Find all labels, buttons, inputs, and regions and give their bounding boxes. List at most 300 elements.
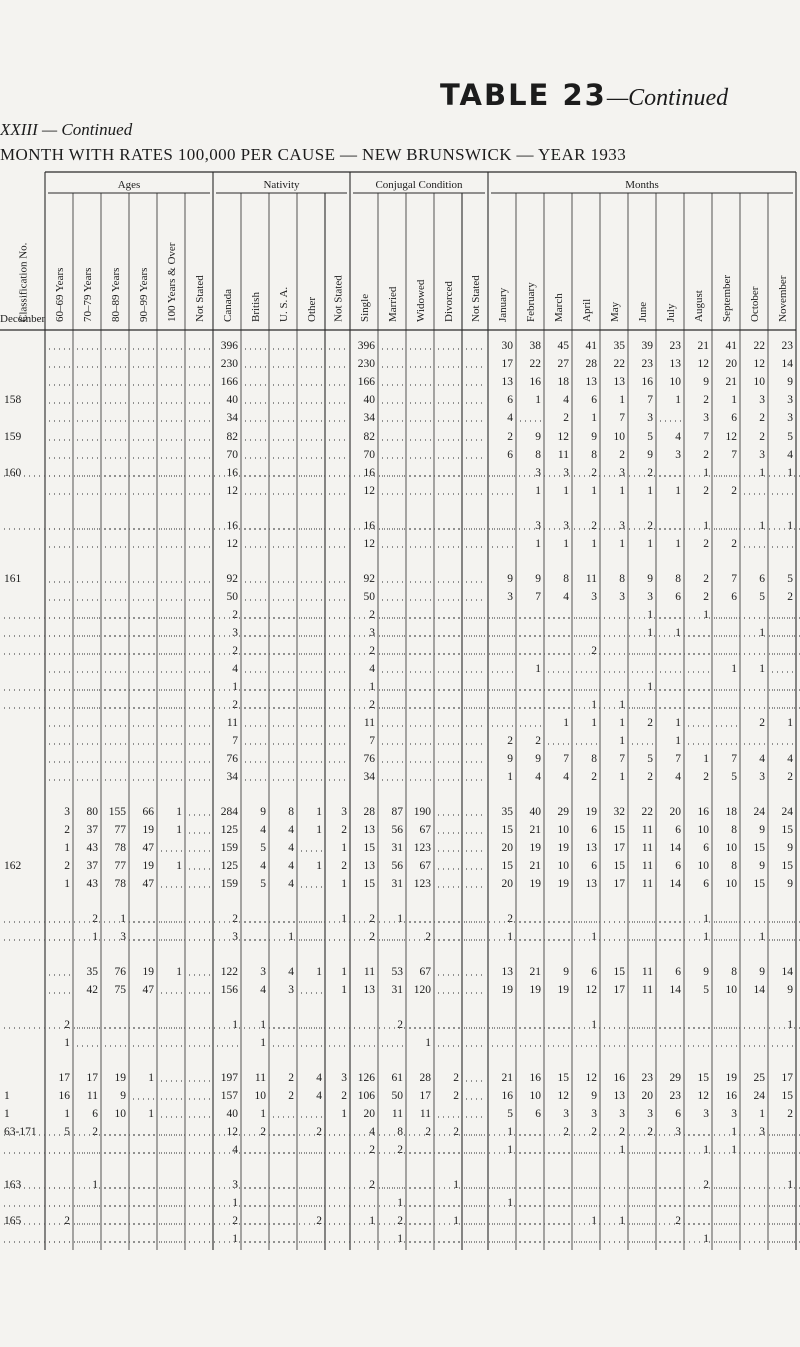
table-cell: 10 xyxy=(697,824,709,836)
group-header: Ages xyxy=(117,179,141,191)
table-cell: 1 xyxy=(535,538,541,550)
table-cell: 1 xyxy=(703,931,709,943)
table-cell: 18 xyxy=(725,806,737,818)
table-cell: 11 xyxy=(391,1108,403,1120)
table-cell: 2 xyxy=(64,860,70,872)
table-cell: 1 xyxy=(703,520,709,532)
table-row xyxy=(0,591,793,603)
table-cell: 3 xyxy=(703,412,709,424)
table-cell: 5 xyxy=(260,842,266,854)
table-cell: 40 xyxy=(226,1108,238,1120)
table-cell: 1 xyxy=(288,931,294,943)
table-cell: 4 xyxy=(369,663,375,675)
table-cell: 1 xyxy=(563,717,569,729)
table-cell: 1 xyxy=(535,485,541,497)
table-cell: 14 xyxy=(669,842,681,854)
table-cell: 17 xyxy=(86,1072,98,1084)
table-cell: 43 xyxy=(86,842,98,854)
table-cell: 1 xyxy=(619,717,625,729)
table-cell: 22 xyxy=(529,358,541,370)
table-cell: 24 xyxy=(753,806,765,818)
table-cell: 9 xyxy=(563,966,569,978)
table-cell: 2 xyxy=(703,573,709,585)
table-cell: 2 xyxy=(288,1072,294,1084)
column-header: Other xyxy=(306,296,318,322)
table-cell: 19 xyxy=(142,860,154,872)
table-cell: 1 xyxy=(703,753,709,765)
table-cell: 9 xyxy=(787,842,793,854)
table-cell: 5 xyxy=(647,431,653,443)
table-row xyxy=(0,1233,800,1245)
table-cell: 7 xyxy=(563,753,569,765)
table-cell: 6 xyxy=(675,860,681,872)
table-cell: 15 xyxy=(363,878,375,890)
table-cell: 21 xyxy=(529,860,541,872)
table-cell: 2 xyxy=(232,645,238,657)
table-cell: 8 xyxy=(591,449,597,461)
table-cell: 82 xyxy=(226,431,238,443)
table-cell: 16 xyxy=(529,1072,541,1084)
table-cell: 9 xyxy=(591,1090,597,1102)
table-cell: 76 xyxy=(226,753,238,765)
table-cell: 32 xyxy=(613,806,625,818)
table-cell: 9 xyxy=(787,878,793,890)
table-cell: 13 xyxy=(363,860,375,872)
table-cell: 3 xyxy=(675,449,681,461)
table-cell: 2 xyxy=(232,913,238,925)
table-cell: 9 xyxy=(120,1090,126,1102)
table-cell: 22 xyxy=(613,358,625,370)
table-cell: 1 xyxy=(507,771,513,783)
table-cell: 12 xyxy=(725,431,737,443)
table-cell: 19 xyxy=(142,824,154,836)
table-cell: 11 xyxy=(363,966,375,978)
table-cell: 4 xyxy=(288,842,294,854)
table-cell: 9 xyxy=(759,966,765,978)
group-header: Conjugal Condition xyxy=(375,179,463,191)
table-cell: 38 xyxy=(529,340,541,352)
table-cell: 41 xyxy=(725,340,737,352)
table-cell: 12 xyxy=(226,1126,238,1138)
classification-number: 1 xyxy=(4,1090,10,1102)
table-cell: 67 xyxy=(419,966,431,978)
table-cell: 1 xyxy=(619,1215,625,1227)
table-cell: 1 xyxy=(619,394,625,406)
table-cell: 5 xyxy=(787,573,793,585)
table-cell: 1 xyxy=(176,860,182,872)
table-cell: 12 xyxy=(557,1090,569,1102)
table-cell: 6 xyxy=(703,878,709,890)
table-row xyxy=(0,753,793,765)
table-cell: 5 xyxy=(759,591,765,603)
table-title-label: TABLE 23 xyxy=(440,78,607,112)
table-cell: 120 xyxy=(413,984,431,996)
table-cell: 1 xyxy=(731,1144,737,1156)
table-cell: 13 xyxy=(363,984,375,996)
table-cell: 3 xyxy=(232,627,238,639)
table-cell: 77 xyxy=(114,860,126,872)
table-cell: 1 xyxy=(787,467,793,479)
table-cell: 4 xyxy=(563,591,569,603)
table-cell: 1 xyxy=(619,1144,625,1156)
table-cell: 3 xyxy=(619,1108,625,1120)
table-cell: 2 xyxy=(647,520,653,532)
table-cell: 9 xyxy=(703,966,709,978)
table-cell: 2 xyxy=(703,771,709,783)
table-subtitle: XXIII — Continued xyxy=(0,120,133,139)
table-cell: 2 xyxy=(425,1126,431,1138)
table-cell: 2 xyxy=(591,771,597,783)
table-cell: 1 xyxy=(675,394,681,406)
column-header: Classification No. xyxy=(17,242,30,322)
table-cell: 1 xyxy=(647,627,653,639)
table-cell: 12 xyxy=(697,358,709,370)
table-cell: 3 xyxy=(591,591,597,603)
table-cell: 1 xyxy=(591,1215,597,1227)
classification-number: 165 xyxy=(4,1215,22,1227)
table-cell: 40 xyxy=(363,394,375,406)
table-cell: 123 xyxy=(413,878,431,890)
table-cell: 45 xyxy=(557,340,569,352)
table-row xyxy=(0,573,793,585)
table-cell: 16 xyxy=(529,376,541,388)
table-cell: 11 xyxy=(641,984,653,996)
table-cell: 1 xyxy=(64,1037,70,1049)
table-cell: 20 xyxy=(363,1108,375,1120)
table-cell: 2 xyxy=(675,1215,681,1227)
table-cell: 11 xyxy=(419,1108,431,1120)
column-header: 70–79 Years xyxy=(82,267,94,322)
table-cell: 8 xyxy=(619,573,625,585)
table-cell: 12 xyxy=(226,485,238,497)
table-cell: 2 xyxy=(369,699,375,711)
table-cell: 4 xyxy=(535,771,541,783)
table-cell: 2 xyxy=(397,1019,403,1031)
table-cell: 16 xyxy=(226,520,238,532)
table-cell: 20 xyxy=(669,806,681,818)
column-header: July xyxy=(665,303,677,322)
table-cell: 15 xyxy=(781,860,793,872)
table-cell: 28 xyxy=(585,358,597,370)
table-row xyxy=(0,931,800,943)
table-cell: 67 xyxy=(419,824,431,836)
table-cell: 6 xyxy=(675,966,681,978)
table-cell: 19 xyxy=(725,1072,737,1084)
table-cell: 22 xyxy=(753,340,765,352)
table-cell: 6 xyxy=(591,824,597,836)
table-cell: 1 xyxy=(703,913,709,925)
table-row xyxy=(0,878,793,890)
table-cell: 3 xyxy=(619,467,625,479)
table-row xyxy=(0,735,793,747)
table-cell: 7 xyxy=(731,753,737,765)
table-cell: 15 xyxy=(613,966,625,978)
table-row xyxy=(0,1197,800,1209)
table-cell: 40 xyxy=(529,806,541,818)
table-cell: 6 xyxy=(591,394,597,406)
table-cell: 31 xyxy=(391,842,403,854)
table-cell: 8 xyxy=(535,449,541,461)
table-cell: 1 xyxy=(120,913,126,925)
table-cell: 2 xyxy=(425,931,431,943)
table-cell: 2 xyxy=(453,1072,459,1084)
table-cell: 3 xyxy=(260,966,266,978)
table-cell: 123 xyxy=(413,842,431,854)
table-cell: 1 xyxy=(591,699,597,711)
table-cell: 11 xyxy=(641,842,653,854)
table-cell: 11 xyxy=(254,1072,266,1084)
table-cell: 2 xyxy=(703,485,709,497)
table-cell: 76 xyxy=(114,966,126,978)
column-header: Married xyxy=(387,286,399,322)
table-cell: 16 xyxy=(697,806,709,818)
table-cell: 1 xyxy=(316,966,322,978)
table-cell: 2 xyxy=(619,449,625,461)
table-cell: 9 xyxy=(759,824,765,836)
table-cell: 1 xyxy=(232,1019,238,1031)
table-cell: 1 xyxy=(675,717,681,729)
column-header: 100 Years & Over xyxy=(166,242,178,322)
table-cell: 19 xyxy=(529,878,541,890)
table-row xyxy=(0,538,793,550)
table-cell: 2 xyxy=(453,1090,459,1102)
table-cell: 13 xyxy=(585,842,597,854)
table-cell: 1 xyxy=(703,609,709,621)
table-cell: 3 xyxy=(535,467,541,479)
table-cell: 28 xyxy=(363,806,375,818)
table-cell: 19 xyxy=(529,984,541,996)
table-cell: 14 xyxy=(781,966,793,978)
table-row xyxy=(0,860,793,872)
table-cell: 1 xyxy=(731,663,737,675)
table-cell: 9 xyxy=(703,376,709,388)
table-cell: 17 xyxy=(781,1072,793,1084)
table-cell: 1 xyxy=(397,1197,403,1209)
table-cell: 2 xyxy=(731,538,737,550)
table-cell: 2 xyxy=(369,1179,375,1191)
table-cell: 1 xyxy=(232,1197,238,1209)
table-cell: 11 xyxy=(557,449,569,461)
table-cell: 23 xyxy=(669,1090,681,1102)
table-cell: 47 xyxy=(142,842,154,854)
table-cell: 40 xyxy=(226,394,238,406)
table-cell: 12 xyxy=(557,431,569,443)
group-header: Nativity xyxy=(263,179,300,191)
table-cell: 4 xyxy=(675,771,681,783)
table-cell: 34 xyxy=(363,771,375,783)
table-row xyxy=(0,358,793,370)
table-cell: 24 xyxy=(753,1090,765,1102)
table-row xyxy=(0,1090,793,1102)
table-cell: 1 xyxy=(759,467,765,479)
table-cell: 6 xyxy=(535,1108,541,1120)
table-cell: 11 xyxy=(226,717,238,729)
table-cell: 2 xyxy=(731,485,737,497)
column-header: August xyxy=(693,290,705,322)
table-cell: 15 xyxy=(363,842,375,854)
column-header: Not Stated xyxy=(470,275,482,322)
table-row xyxy=(0,340,793,352)
table-cell: 3 xyxy=(232,1179,238,1191)
table-cell: 29 xyxy=(669,1072,681,1084)
table-cell: 2 xyxy=(787,591,793,603)
table-cell: 1 xyxy=(787,717,793,729)
table-cell: 2 xyxy=(64,824,70,836)
table-cell: 2 xyxy=(647,1126,653,1138)
table-cell: 106 xyxy=(357,1090,375,1102)
table-cell: 76 xyxy=(363,753,375,765)
classification-number: 158 xyxy=(4,394,22,406)
table-row xyxy=(0,824,793,836)
table-cell: 13 xyxy=(501,376,513,388)
table-cell: 34 xyxy=(363,412,375,424)
table-cell: 2 xyxy=(787,1108,793,1120)
table-cell: 230 xyxy=(357,358,375,370)
table-cell: 1 xyxy=(591,1019,597,1031)
table-cell: 9 xyxy=(535,431,541,443)
table-cell: 11 xyxy=(641,860,653,872)
table-cell: 7 xyxy=(369,735,375,747)
table-row xyxy=(0,842,793,854)
table-cell: 5 xyxy=(260,878,266,890)
table-cell: 35 xyxy=(86,966,98,978)
table-cell: 4 xyxy=(288,878,294,890)
table-cell: 16 xyxy=(725,1090,737,1102)
table-cell: 1 xyxy=(703,1144,709,1156)
table-cell: 2 xyxy=(619,1126,625,1138)
table-cell: 2 xyxy=(647,771,653,783)
table-cell: 12 xyxy=(753,358,765,370)
table-cell: 3 xyxy=(787,412,793,424)
table-cell: 50 xyxy=(391,1090,403,1102)
table-cell: 4 xyxy=(232,663,238,675)
table-cell: 2 xyxy=(647,717,653,729)
classification-number: 159 xyxy=(4,431,22,443)
table-cell: 2 xyxy=(591,1126,597,1138)
table-cell: 6 xyxy=(675,1108,681,1120)
table-cell: 1 xyxy=(619,485,625,497)
table-cell: 23 xyxy=(641,1072,653,1084)
table-cell: 4 xyxy=(288,966,294,978)
table-cell: 2 xyxy=(260,1126,266,1138)
table-cell: 7 xyxy=(619,412,625,424)
table-cell: 13 xyxy=(585,878,597,890)
table-cell: 3 xyxy=(591,1108,597,1120)
table-cell: 2 xyxy=(703,449,709,461)
table-cell: 11 xyxy=(641,878,653,890)
table-cell: 19 xyxy=(557,878,569,890)
table-cell: 8 xyxy=(288,806,294,818)
table-cell: 13 xyxy=(613,376,625,388)
column-header: November xyxy=(777,275,789,322)
column-header: Divorced xyxy=(443,281,455,322)
table-cell: 1 xyxy=(260,1019,266,1031)
table-cell: 1 xyxy=(647,609,653,621)
table-cell: 13 xyxy=(669,358,681,370)
column-header: Not Stated xyxy=(332,275,345,322)
classification-number: 162 xyxy=(4,860,22,872)
table-cell: 7 xyxy=(731,573,737,585)
table-cell: 41 xyxy=(585,340,597,352)
table-cell: 34 xyxy=(226,771,238,783)
table-cell: 3 xyxy=(341,806,347,818)
table-cell: 166 xyxy=(220,376,238,388)
table-cell: 2 xyxy=(563,1126,569,1138)
table-cell: 5 xyxy=(647,753,653,765)
classification-number: 161 xyxy=(4,573,22,585)
table-cell: 3 xyxy=(341,1072,347,1084)
table-cell: 2 xyxy=(507,913,513,925)
table-cell: 10 xyxy=(725,984,737,996)
table-cell: 12 xyxy=(363,538,375,550)
table-cell: 1 xyxy=(148,1108,154,1120)
column-header: February xyxy=(525,282,537,322)
table-cell: 17 xyxy=(501,358,513,370)
table-row xyxy=(0,771,793,783)
table-cell: 16 xyxy=(501,1090,513,1102)
table-cell: 30 xyxy=(501,340,513,352)
table-cell: 1 xyxy=(64,842,70,854)
table-cell: 9 xyxy=(535,573,541,585)
table-row xyxy=(0,663,793,675)
table-cell: 50 xyxy=(363,591,375,603)
table-cell: 4 xyxy=(675,431,681,443)
table-cell: 31 xyxy=(391,878,403,890)
table-cell: 7 xyxy=(703,431,709,443)
table-cell: 10 xyxy=(254,1090,266,1102)
table-cell: 157 xyxy=(220,1090,238,1102)
table-cell: 3 xyxy=(647,412,653,424)
table-cell: 2 xyxy=(369,645,375,657)
table-cell: 9 xyxy=(787,984,793,996)
table-cell: 190 xyxy=(413,806,431,818)
table-cell: 16 xyxy=(363,520,375,532)
table-cell: 2 xyxy=(232,609,238,621)
table-cell: 1 xyxy=(453,1215,459,1227)
table-cell: 11 xyxy=(86,1090,98,1102)
table-cell: 1 xyxy=(341,878,347,890)
table-cell: 87 xyxy=(391,806,403,818)
table-cell: 1 xyxy=(176,824,182,836)
table-cell: 4 xyxy=(260,860,266,872)
table-cell: 3 xyxy=(675,1126,681,1138)
table-cell: 2 xyxy=(341,1090,347,1102)
table-cell: 4 xyxy=(316,1072,322,1084)
table-cell: 2 xyxy=(341,824,347,836)
table-cell: 15 xyxy=(697,1072,709,1084)
table-cell: 6 xyxy=(731,412,737,424)
table-cell: 1 xyxy=(619,735,625,747)
table-cell: 1 xyxy=(647,485,653,497)
table-cell: 2 xyxy=(232,1215,238,1227)
table-cell: 2 xyxy=(703,1179,709,1191)
table-cell: 166 xyxy=(357,376,375,388)
column-header: U. S. A. xyxy=(278,286,290,322)
table-cell: 3 xyxy=(759,771,765,783)
table-cell: 10 xyxy=(613,431,625,443)
classification-number: 1 xyxy=(4,1108,10,1120)
table-row xyxy=(0,1126,800,1138)
table-cell: 78 xyxy=(114,842,126,854)
table-cell: 16 xyxy=(641,376,653,388)
table-row xyxy=(0,609,800,621)
table-cell: 7 xyxy=(619,753,625,765)
table-row xyxy=(0,1179,800,1191)
table-cell: 7 xyxy=(232,735,238,747)
table-cell: 10 xyxy=(725,878,737,890)
table-cell: 4 xyxy=(260,824,266,836)
table-cell: 1 xyxy=(176,966,182,978)
